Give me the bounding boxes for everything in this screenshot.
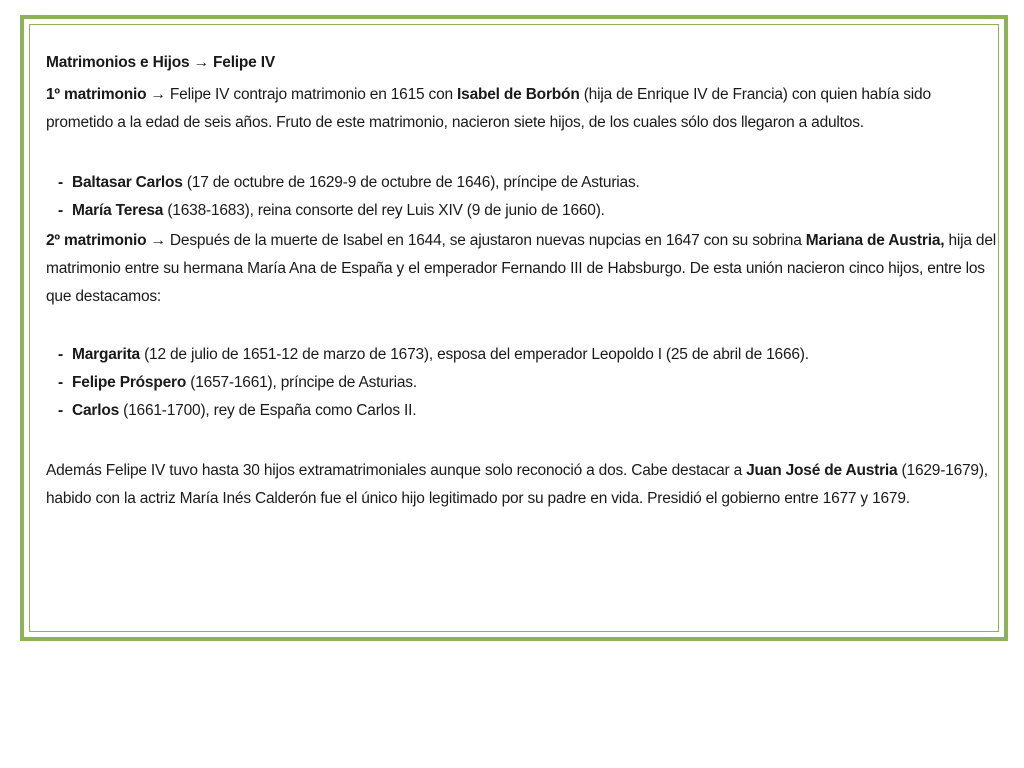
bullet-dash: - [58,174,63,191]
first-marriage-spouse: Isabel de Borbón [457,86,580,103]
child-detail: (1638-1683), reina consorte del rey Luis XIV (9 de junio de 1660). [163,202,605,219]
first-marriage-paragraph [46,81,996,137]
child-name: Baltasar Carlos [72,174,183,191]
closing-text-b: (1629-1679), habido con la actriz María Inés Calderón fue el único hijo legitimado por su padre en vida. Presidió el gobierno entre 1677 y 1679. [46,462,988,507]
arrow-icon: → [193,54,209,71]
child-detail: (12 de julio de 1651-12 de marzo de 1673), esposa del emperador Leopoldo I (25 de abril de 1666). [139,346,809,363]
child-detail: (1657-1661), príncipe de Asturias. [186,374,417,391]
document-frame [20,15,1008,641]
second-marriage-paragraph [46,227,996,311]
second-marriage-children-list [46,341,996,425]
child-name: Felipe Próspero [72,374,187,391]
list-item [58,169,996,197]
title-subject: Felipe IV [213,54,275,71]
second-marriage-text-a: Después de la muerte de Isabel en 1644, se ajustaron nuevas nupcias en 1647 con su sobrina [165,232,806,249]
child-name: Margarita [72,346,140,363]
first-marriage-text-b: (hija de Enrique IV de Francia) con quien había sido prometido a la edad de seis años. Fruto de este matrimonio, nacieron siete hijos, de los cuales sólo dos llegaron a adultos. [46,86,931,131]
document-title [46,49,996,77]
child-name: Carlos [72,402,120,419]
arrow-icon: → [150,232,166,249]
second-marriage-spouse: Mariana de Austria, [805,232,945,249]
bullet-dash: - [58,374,63,391]
document-content [46,49,996,513]
list-item [58,369,996,397]
list-item [58,397,996,425]
bullet-dash: - [58,346,63,363]
child-detail: (17 de octubre de 1629-9 de octubre de 1646), príncipe de Asturias. [182,174,640,191]
bullet-dash: - [58,202,63,219]
closing-paragraph [46,457,996,513]
closing-text-a: Además Felipe IV tuvo hasta 30 hijos extramatrimoniales aunque solo reconoció a dos. Cabe destacar a [46,462,747,479]
arrow-icon: → [150,86,166,103]
bullet-dash: - [58,402,63,419]
list-item [58,197,996,225]
first-marriage-text-a: Felipe IV contrajo matrimonio en 1615 con [165,86,458,103]
child-name: María Teresa [72,202,164,219]
second-marriage-label: 2º matrimonio [46,232,147,249]
closing-name: Juan José de Austria [746,462,898,479]
list-item [58,341,996,369]
child-detail: (1661-1700), rey de España como Carlos II. [119,402,417,419]
first-marriage-label: 1º matrimonio [46,86,147,103]
second-marriage-text-b: hija del matrimonio entre su hermana María Ana de España y el emperador Fernando III de Habsburgo. De esta unión nacieron cinco hijos, entre los que destacamos: [46,232,997,305]
title-text: Matrimonios e Hijos [46,54,190,71]
first-marriage-children-list [46,169,996,225]
